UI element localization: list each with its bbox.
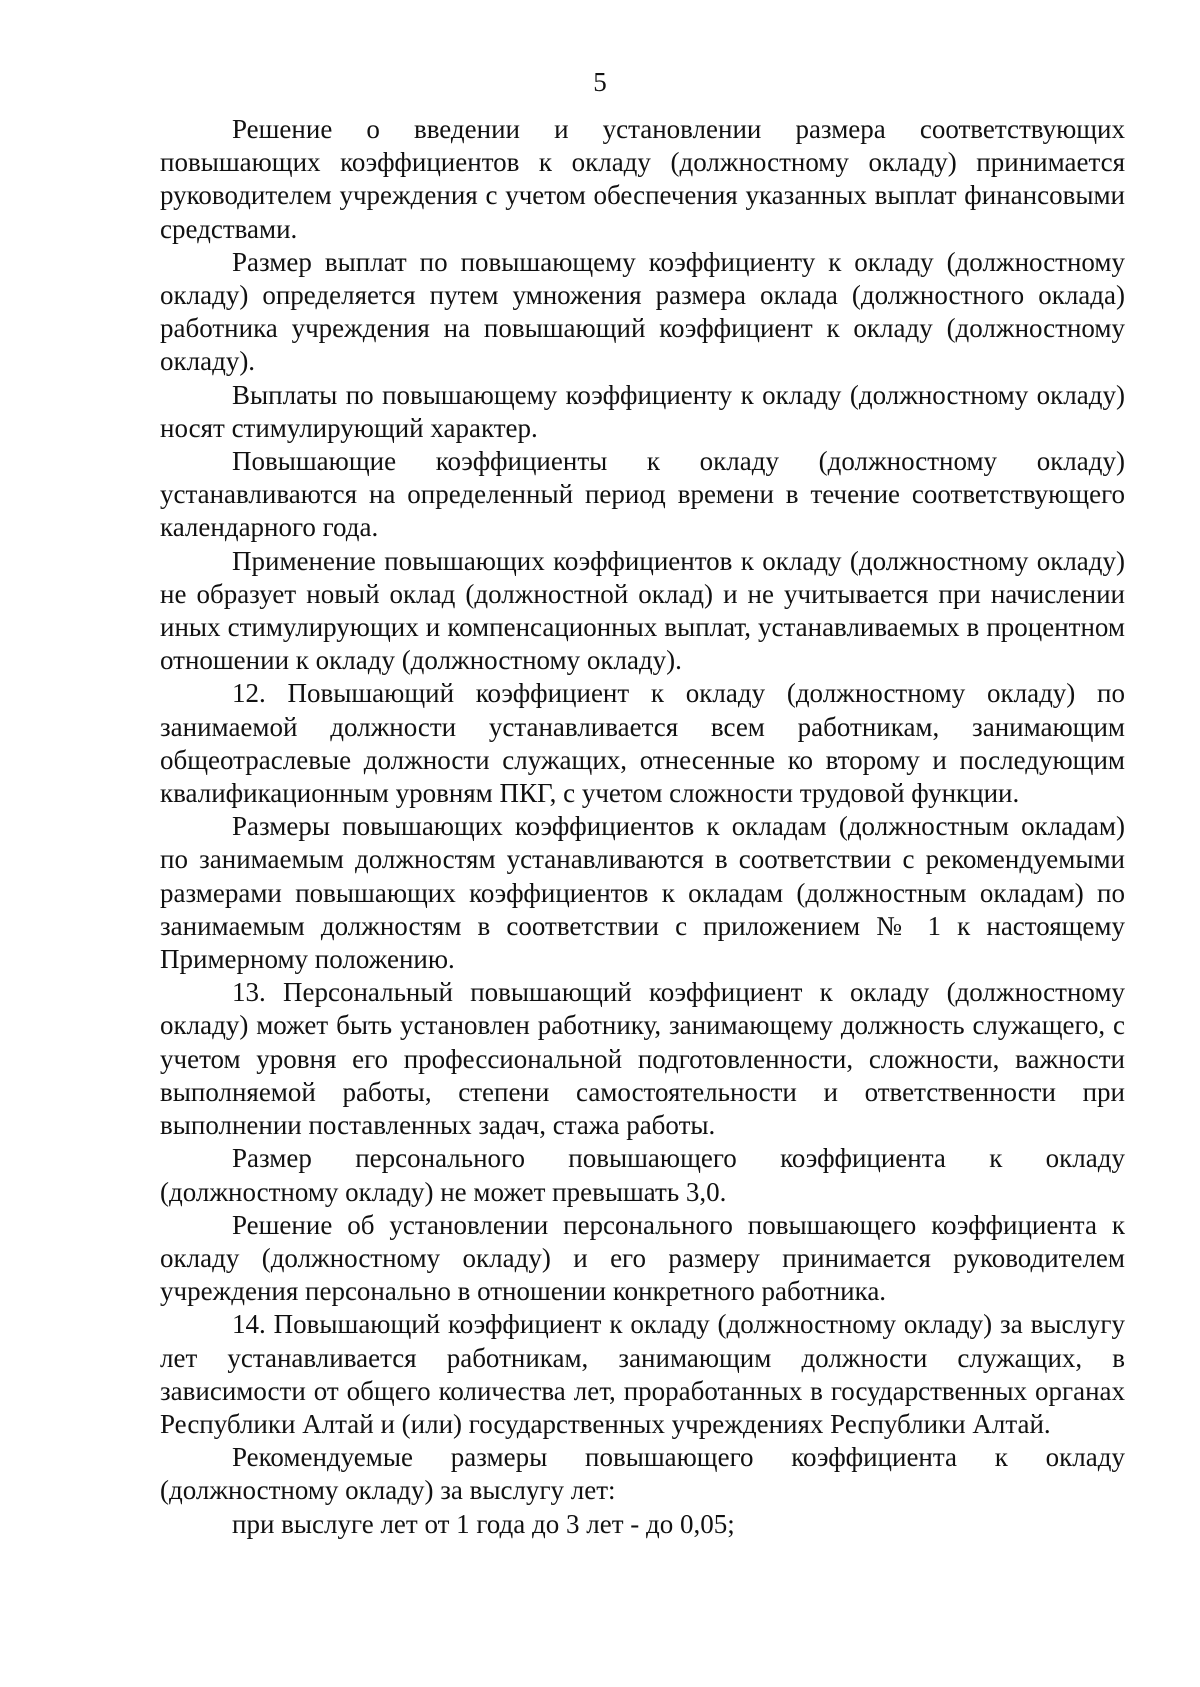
- paragraph: 13. Персональный повышающий коэффициент к окладу (должностному окладу) может быть установлен работнику, занимающему должность служащего, с учетом уровня его профессиональной подготовленности, сложности, важности выполняемой работы, степени самостоятельности и ответственности при выполнении поставленных задач, стажа работы.: [160, 977, 1125, 1141]
- paragraph: Выплаты по повышающему коэффициенту к окладу (должностному окладу) носят стимулирующий характер.: [160, 379, 1125, 443]
- paragraph: Применение повышающих коэффициентов к окладу (должностному окладу) не образует новый оклад (должностной оклад) и не учитывается при начислении иных стимулирующих и компенсационных выплат, устанавливаемых в процентном отношении к окладу (должностному окладу).: [160, 545, 1125, 676]
- paragraph: 14. Повышающий коэффициент к окладу (должностному окладу) за выслугу лет устанавливается работникам, занимающим должности служащих, в зависимости от общего количества лет, проработанных в государственных органах Республики Алтай и (или) государственных учреждениях Республики Алтай.: [160, 1309, 1125, 1439]
- paragraph: при выслуге лет от 1 года до 3 лет - до 0,05;: [232, 1508, 735, 1539]
- paragraph: Размеры повышающих коэффициентов к окладам (должностным окладам) по занимаемым должностям устанавливаются в соответствии с рекомендуемыми размерами повышающих коэффициентов к окладам (должностным окладам) по занимаемым должностям в соответствии с приложением № 1 к настоящему Примерному положению.: [160, 811, 1125, 975]
- paragraph: Решение об установлении персонального повышающего коэффициента к окладу (должностному окладу) и его размеру принимается руководителем учреждения персонально в отношении конкретного работника.: [160, 1209, 1125, 1307]
- paragraph: Размер персонального повышающего коэффициента к окладу (должностному окладу) не может превышать 3,0.: [160, 1143, 1125, 1207]
- paragraph: 12. Повышающий коэффициент к окладу (должностному окладу) по занимаемой должности устанавливается всем работникам, занимающим общеотраслевые должности служащих, отнесенные ко второму и последующим квалификационным уровням ПКГ, с учетом сложности трудовой функции.: [160, 678, 1125, 809]
- document-body: [160, 113, 1125, 1541]
- page-number: 5: [593, 67, 607, 97]
- paragraph: Решение о введении и установлении размера соответствующих повышающих коэффициентов к окладу (должностному окладу) принимается руководителем учреждения с учетом обеспечения указанных выплат финансовыми средствами.: [160, 114, 1125, 244]
- paragraph: Рекомендуемые размеры повышающего коэффициента к окладу (должностному окладу) за выслугу лет:: [160, 1442, 1125, 1506]
- paragraph: Повышающие коэффициенты к окладу (должностному окладу) устанавливаются на определенный период времени в течение соответствующего календарного года.: [160, 446, 1125, 543]
- paragraph: Размер выплат по повышающему коэффициенту к окладу (должностному окладу) определяется путем умножения размера оклада (должностного оклада) работника учреждения на повышающий коэффициент к окладу (должностному окладу).: [160, 246, 1125, 377]
